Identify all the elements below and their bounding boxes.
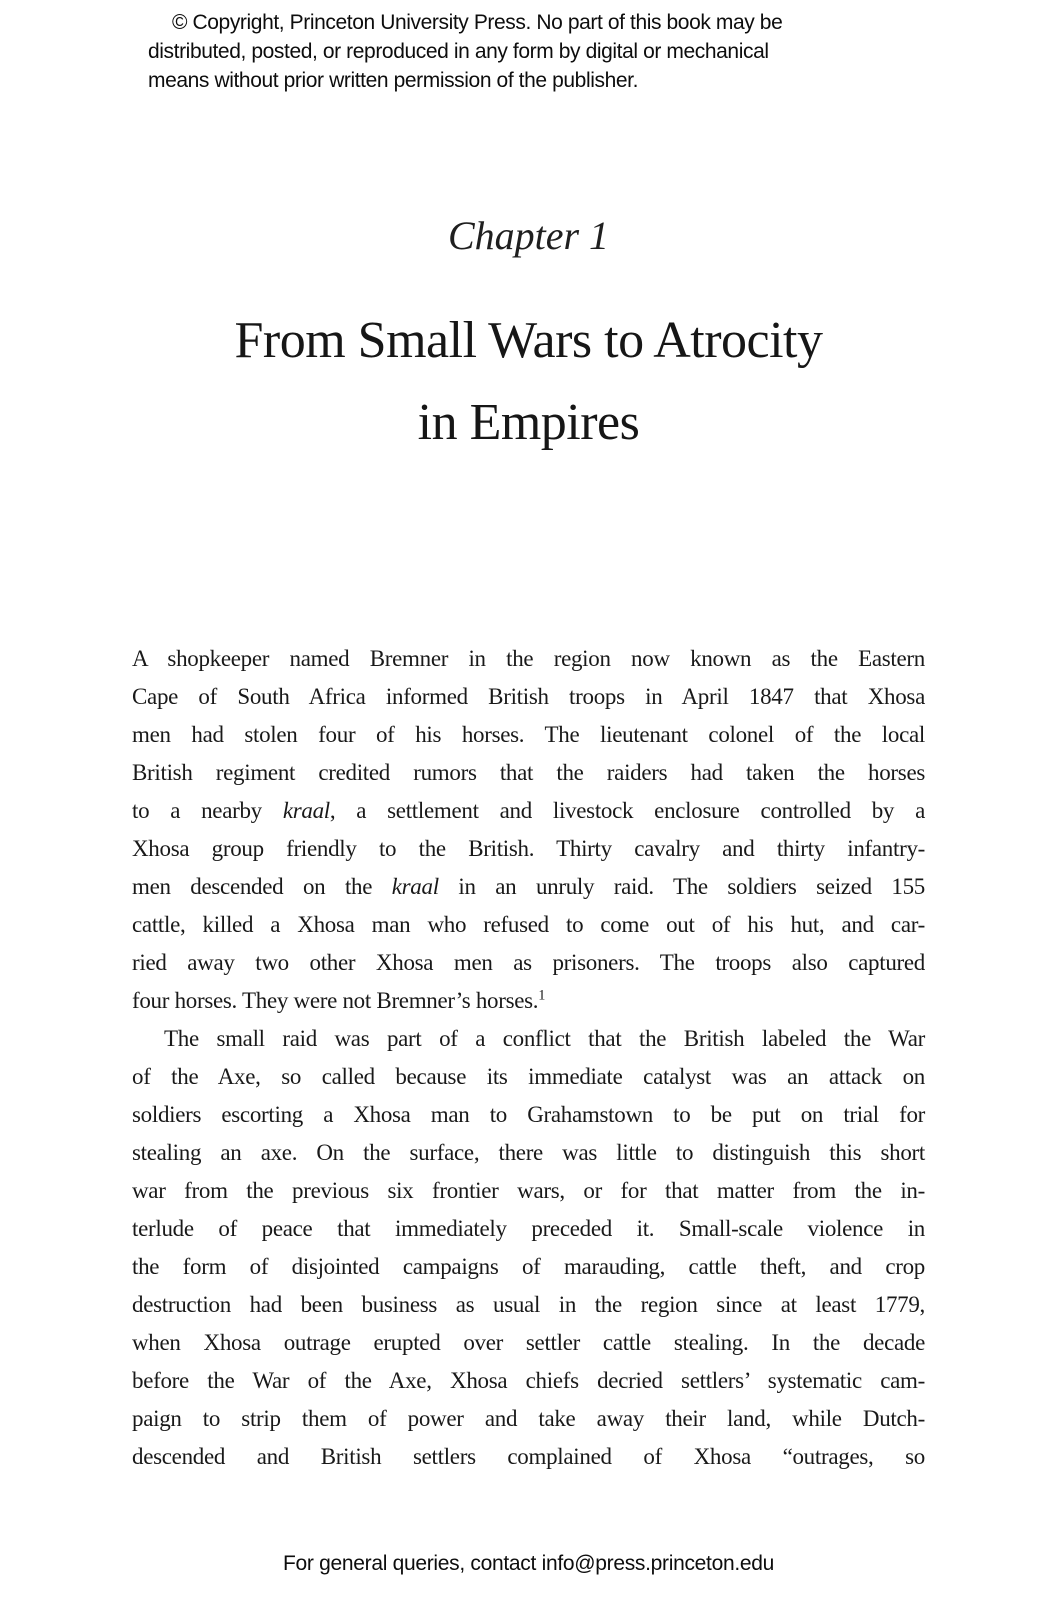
copyright-line: distributed, posted, or reproduced in any form by digital or mechanical (148, 40, 769, 63)
text-line: descended and British settlers complained of Xhosa “outrages, so (132, 1444, 925, 1469)
text-line: British regiment credited rumors that the raiders had taken the horses (132, 760, 925, 785)
text-line: men descended on the kraal in an unruly raid. The soldiers seized 155 (132, 874, 925, 899)
text-line: A shopkeeper named Bremner in the region now known as the Eastern (132, 646, 925, 671)
text-line: ried away two other Xhosa men as prisoners. The troops also captured (132, 950, 925, 975)
footer-query-note: For general queries, contact info@press.princeton.edu (282, 1552, 775, 1575)
chapter-title (132, 300, 925, 464)
text-line: Xhosa group friendly to the British. Thirty cavalry and thirty infantry- (132, 836, 925, 861)
body-text (132, 640, 925, 1476)
text-line: stealing an axe. On the surface, there was little to distinguish this short (132, 1140, 925, 1165)
chapter-label: Chapter 1 (447, 213, 610, 258)
copyright-line: © Copyright, Princeton University Press. No part of this book may be (172, 11, 783, 34)
text-line: Cape of South Africa informed British troops in April 1847 that Xhosa (132, 684, 925, 709)
text-line: soldiers escorting a Xhosa man to Grahamstown to be put on trial for (132, 1102, 925, 1127)
text-line: the form of disjointed campaigns of marauding, cattle theft, and crop (132, 1254, 925, 1279)
footnote-marker: 1 (538, 987, 546, 1004)
text-line: when Xhosa outrage erupted over settler cattle stealing. In the decade (132, 1330, 925, 1355)
text-line: cattle, killed a Xhosa man who refused to come out of his hut, and car- (132, 912, 925, 937)
chapter-title-line-2: in Empires (417, 394, 640, 451)
copyright-notice (148, 8, 878, 95)
text-line: of the Axe, so called because its immediate catalyst was an attack on (132, 1064, 925, 1089)
copyright-line: means without prior written permission of the publisher. (148, 69, 639, 92)
paragraph (132, 640, 925, 1020)
text-line: war from the previous six frontier wars, or for that matter from the in- (132, 1178, 925, 1203)
text-line: to a nearby kraal, a settlement and livestock enclosure controlled by a (132, 798, 925, 823)
text-line: The small raid was part of a conflict that the British labeled the War (164, 1026, 925, 1051)
text-line: paign to strip them of power and take away their land, while Dutch- (132, 1406, 925, 1431)
text-line: four horses. They were not Bremner’s horses.$^1$ (132, 987, 546, 1013)
text-line: terlude of peace that immediately preceded it. Small-scale violence in (132, 1216, 925, 1241)
paragraph (132, 1020, 925, 1476)
text-line: men had stolen four of his horses. The lieutenant colonel of the local (132, 722, 925, 747)
chapter-title-line-1: From Small Wars to Atrocity (234, 312, 823, 369)
text-line: before the War of the Axe, Xhosa chiefs decried settlers’ systematic cam- (132, 1368, 925, 1393)
text-line: destruction had been business as usual in the region since at least 1779, (132, 1292, 925, 1317)
